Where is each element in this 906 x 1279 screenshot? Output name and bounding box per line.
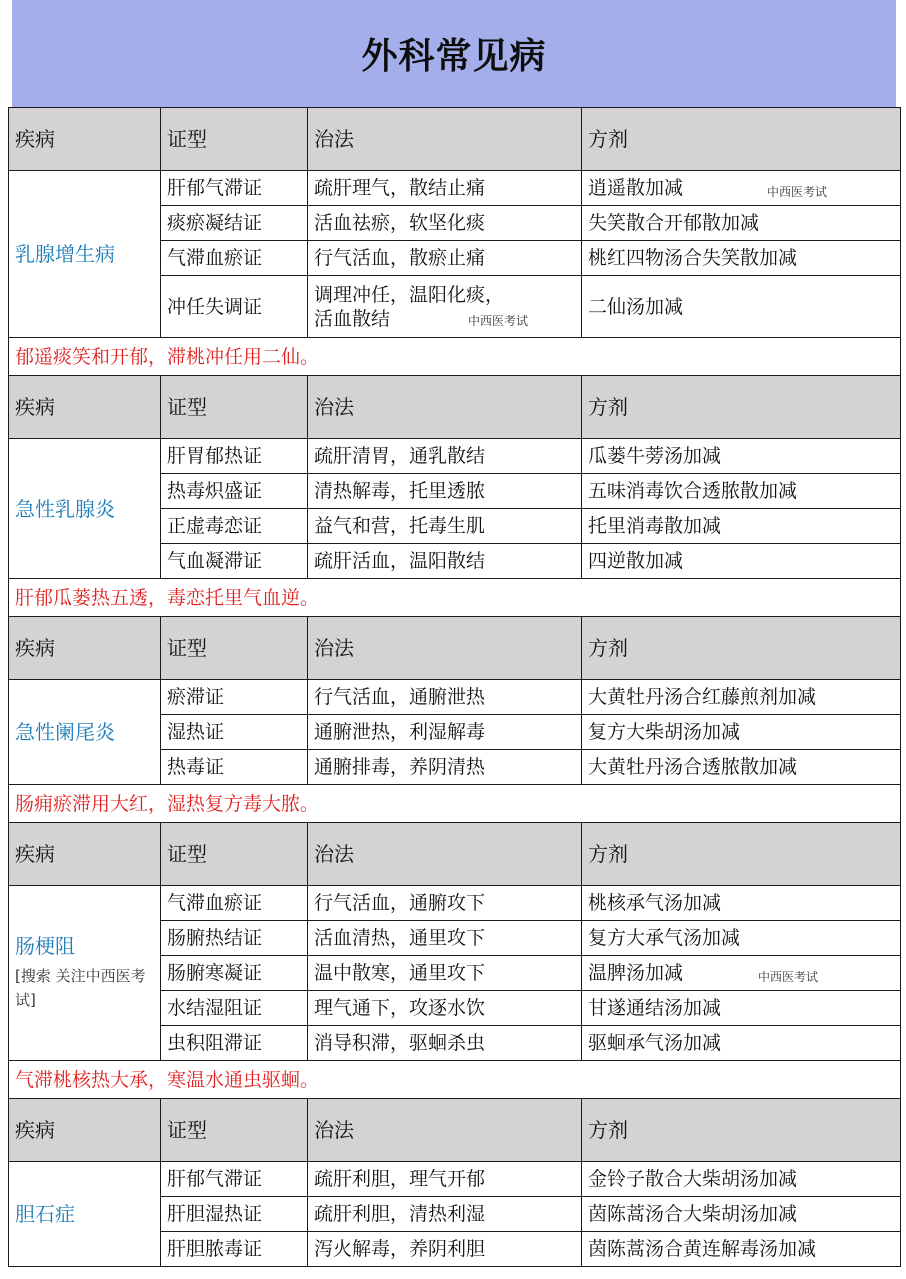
syndrome-cell: 气滞血瘀证 bbox=[161, 241, 308, 276]
mnemonic-rhyme: 气滞桃核热大承，寒温水通虫驱蛔。 bbox=[9, 1061, 901, 1099]
syndrome-cell: 热毒炽盛证 bbox=[161, 474, 308, 509]
title-banner bbox=[12, 0, 896, 107]
syndrome-cell: 瘀滞证 bbox=[161, 680, 308, 715]
watermark-text: 中西医考试 bbox=[767, 185, 828, 199]
therapy-cell bbox=[308, 276, 582, 338]
syndrome-cell: 肝郁气滞证 bbox=[161, 171, 308, 206]
disease-cell bbox=[9, 680, 161, 785]
formula-cell: 桃核承气汤加减 bbox=[582, 886, 901, 921]
disease-name: 急性阑尾炎 bbox=[15, 720, 115, 744]
syndrome-cell: 气血凝滞证 bbox=[161, 544, 308, 579]
formula-cell: 瓜蒌牛蒡汤加减 bbox=[582, 439, 901, 474]
syndrome-cell: 肠腑热结证 bbox=[161, 921, 308, 956]
formula-cell: 失笑散合开郁散加减 bbox=[582, 206, 901, 241]
header-disease: 疾病 bbox=[9, 376, 161, 439]
table-row bbox=[9, 680, 901, 715]
header-syndrome: 证型 bbox=[161, 1099, 308, 1162]
therapy-cell: 益气和营，托毒生肌 bbox=[308, 509, 582, 544]
header-disease: 疾病 bbox=[9, 823, 161, 886]
formula-cell: 大黄牡丹汤合透脓散加减 bbox=[582, 750, 901, 785]
header-disease: 疾病 bbox=[9, 108, 161, 171]
formula-cell: 复方大承气汤加减 bbox=[582, 921, 901, 956]
syndrome-cell: 肝郁气滞证 bbox=[161, 1162, 308, 1197]
therapy-cell: 消导积滞，驱蛔杀虫 bbox=[308, 1026, 582, 1061]
therapy-cell: 理气通下，攻逐水饮 bbox=[308, 991, 582, 1026]
header-formula: 方剂 bbox=[582, 617, 901, 680]
table-row bbox=[9, 171, 901, 206]
formula-cell: 茵陈蒿汤合大柴胡汤加减 bbox=[582, 1197, 901, 1232]
surgical-diseases-table bbox=[8, 107, 901, 1267]
header-syndrome: 证型 bbox=[161, 823, 308, 886]
therapy-line: 活血散结 bbox=[314, 307, 391, 330]
header-row bbox=[9, 108, 901, 171]
therapy-cell: 疏肝清胃，通乳散结 bbox=[308, 439, 582, 474]
formula-cell: 复方大柴胡汤加减 bbox=[582, 715, 901, 750]
formula-text: 温脾汤加减 bbox=[588, 962, 684, 984]
table-row bbox=[9, 439, 901, 474]
formula-cell: 二仙汤加减 bbox=[582, 276, 901, 338]
disease-cell bbox=[9, 1162, 161, 1267]
syndrome-cell: 湿热证 bbox=[161, 715, 308, 750]
therapy-cell: 活血清热，通里攻下 bbox=[308, 921, 582, 956]
mnemonic-rhyme: 肠痈瘀滞用大红，湿热复方毒大脓。 bbox=[9, 785, 901, 823]
watermark-text: 中西医考试 bbox=[468, 314, 529, 328]
therapy-line: 调理冲任，温阳化痰， bbox=[314, 283, 505, 306]
therapy-cell: 行气活血，通腑攻下 bbox=[308, 886, 582, 921]
header-row bbox=[9, 617, 901, 680]
header-row bbox=[9, 823, 901, 886]
formula-cell: 大黄牡丹汤合红藤煎剂加减 bbox=[582, 680, 901, 715]
search-note: [搜索 关注中西医考试] bbox=[15, 967, 146, 1009]
syndrome-cell: 肝胆脓毒证 bbox=[161, 1232, 308, 1267]
disease-name: 肠梗阻 bbox=[15, 934, 75, 958]
header-row bbox=[9, 1099, 901, 1162]
header-formula: 方剂 bbox=[582, 108, 901, 171]
disease-cell bbox=[9, 171, 161, 338]
therapy-cell: 行气活血，散瘀止痛 bbox=[308, 241, 582, 276]
formula-cell: 甘遂通结汤加减 bbox=[582, 991, 901, 1026]
rhyme-row bbox=[9, 785, 901, 823]
therapy-cell: 活血祛瘀，软坚化痰 bbox=[308, 206, 582, 241]
formula-cell bbox=[582, 171, 901, 206]
therapy-cell: 泻火解毒，养阴利胆 bbox=[308, 1232, 582, 1267]
header-therapy: 治法 bbox=[308, 617, 582, 680]
formula-cell: 驱蛔承气汤加减 bbox=[582, 1026, 901, 1061]
syndrome-cell: 冲任失调证 bbox=[161, 276, 308, 338]
header-disease: 疾病 bbox=[9, 617, 161, 680]
therapy-cell: 清热解毒，托里透脓 bbox=[308, 474, 582, 509]
header-formula: 方剂 bbox=[582, 823, 901, 886]
syndrome-cell: 正虚毒恋证 bbox=[161, 509, 308, 544]
rhyme-row bbox=[9, 1061, 901, 1099]
therapy-cell: 通腑泄热，利湿解毒 bbox=[308, 715, 582, 750]
header-syndrome: 证型 bbox=[161, 108, 308, 171]
syndrome-cell: 水结湿阻证 bbox=[161, 991, 308, 1026]
formula-text: 逍遥散加减 bbox=[588, 177, 684, 199]
header-formula: 方剂 bbox=[582, 1099, 901, 1162]
syndrome-cell: 肝胆湿热证 bbox=[161, 1197, 308, 1232]
header-therapy: 治法 bbox=[308, 1099, 582, 1162]
mnemonic-rhyme: 肝郁瓜蒌热五透，毒恋托里气血逆。 bbox=[9, 579, 901, 617]
therapy-cell: 疏肝活血，温阳散结 bbox=[308, 544, 582, 579]
disease-name: 急性乳腺炎 bbox=[15, 496, 115, 521]
formula-cell: 桃红四物汤合失笑散加减 bbox=[582, 241, 901, 276]
syndrome-cell: 痰瘀凝结证 bbox=[161, 206, 308, 241]
header-syndrome: 证型 bbox=[161, 617, 308, 680]
rhyme-row bbox=[9, 579, 901, 617]
table-row bbox=[9, 1162, 901, 1197]
formula-cell bbox=[582, 956, 901, 991]
syndrome-cell: 虫积阻滞证 bbox=[161, 1026, 308, 1061]
therapy-cell: 温中散寒，通里攻下 bbox=[308, 956, 582, 991]
watermark-text: 中西医考试 bbox=[758, 970, 819, 984]
rhyme-row bbox=[9, 338, 901, 376]
table-row bbox=[9, 886, 901, 921]
therapy-cell: 疏肝利胆，清热利湿 bbox=[308, 1197, 582, 1232]
syndrome-cell: 肠腑寒凝证 bbox=[161, 956, 308, 991]
therapy-cell: 行气活血，通腑泄热 bbox=[308, 680, 582, 715]
header-formula: 方剂 bbox=[582, 376, 901, 439]
disease-name: 胆石症 bbox=[15, 1202, 75, 1226]
formula-cell: 金铃子散合大柴胡汤加减 bbox=[582, 1162, 901, 1197]
header-row bbox=[9, 376, 901, 439]
header-syndrome: 证型 bbox=[161, 376, 308, 439]
syndrome-cell: 热毒证 bbox=[161, 750, 308, 785]
header-therapy: 治法 bbox=[308, 376, 582, 439]
syndrome-cell: 气滞血瘀证 bbox=[161, 886, 308, 921]
syndrome-cell: 肝胃郁热证 bbox=[161, 439, 308, 474]
formula-cell: 茵陈蒿汤合黄连解毒汤加减 bbox=[582, 1232, 901, 1267]
therapy-cell: 疏肝理气，散结止痛 bbox=[308, 171, 582, 206]
therapy-cell: 疏肝利胆，理气开郁 bbox=[308, 1162, 582, 1197]
formula-cell: 四逆散加减 bbox=[582, 544, 901, 579]
disease-cell bbox=[9, 439, 161, 579]
page-title: 外科常见病 bbox=[361, 36, 547, 77]
mnemonic-rhyme: 郁遥痰笑和开郁，滞桃冲任用二仙。 bbox=[9, 338, 901, 376]
formula-cell: 托里消毒散加减 bbox=[582, 509, 901, 544]
header-therapy: 治法 bbox=[308, 823, 582, 886]
header-therapy: 治法 bbox=[308, 108, 582, 171]
formula-cell: 五味消毒饮合透脓散加减 bbox=[582, 474, 901, 509]
therapy-cell: 通腑排毒，养阴清热 bbox=[308, 750, 582, 785]
disease-name: 乳腺增生病 bbox=[15, 242, 115, 266]
header-disease: 疾病 bbox=[9, 1099, 161, 1162]
disease-cell bbox=[9, 886, 161, 1061]
